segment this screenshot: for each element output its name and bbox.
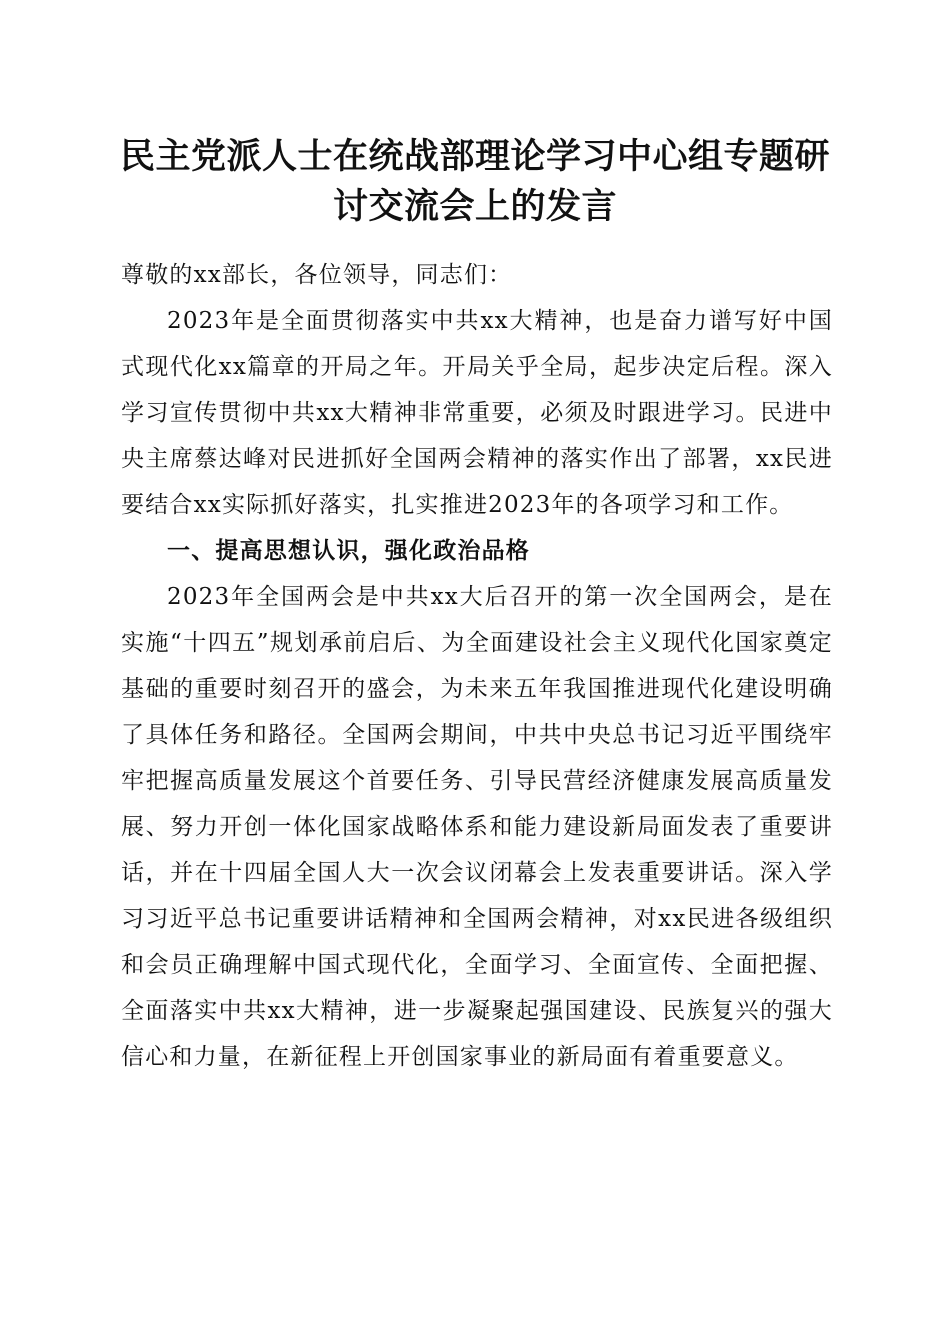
paragraph-intro: 2023年是全面贯彻落实中共xx大精神，也是奋力谱写好中国式现代化xx篇章的开局之年。开局关乎全局，起步决定后程。深入学习宣传贯彻中共xx大精神非常重要，必须及时跟进学习。民进中央主席蔡达峰对民进抓好全国两会精神的落实作出了部署，xx民进要结合xx实际抓好落实，扎实推进2023年的各项学习和工作。 <box>121 308 833 518</box>
salutation: 尊敬的xx部长，各位领导，同志们： <box>121 262 513 288</box>
section-heading-1: 一、提高思想认识，强化政治品格 <box>167 538 530 564</box>
title-line-2: 讨交流会上的发言 <box>332 186 617 227</box>
document-title <box>110 132 840 232</box>
paragraph-section-1: 2023年全国两会是中共xx大后召开的第一次全国两会，是在实施“十四五”规划承前启后、为全面建设社会主义现代化国家奠定基础的重要时刻召开的盛会，为未来五年我国推进现代化建设明确了具体任务和路径。全国两会期间，中共中央总书记习近平围绕牢牢把握高质量发展这个首要任务、引导民营经济健康发展高质量发展、努力开创一体化国家战略体系和能力建设新局面发表了重要讲话，并在十四届全国人大一次会议闭幕会上发表重要讲话。深入学习习近平总书记重要讲话精神和全国两会精神，对xx民进各级组织和会员正确理解中国式现代化，全面学习、全面宣传、全面把握、全面落实中共xx大精神，进一步凝聚起强国建设、民族复兴的强大信心和力量，在新征程上开创国家事业的新局面有着重要意义。 <box>121 584 833 1070</box>
document-body <box>121 252 833 1080</box>
title-line-1: 民主党派人士在统战部理论学习中心组专题研 <box>119 136 830 177</box>
